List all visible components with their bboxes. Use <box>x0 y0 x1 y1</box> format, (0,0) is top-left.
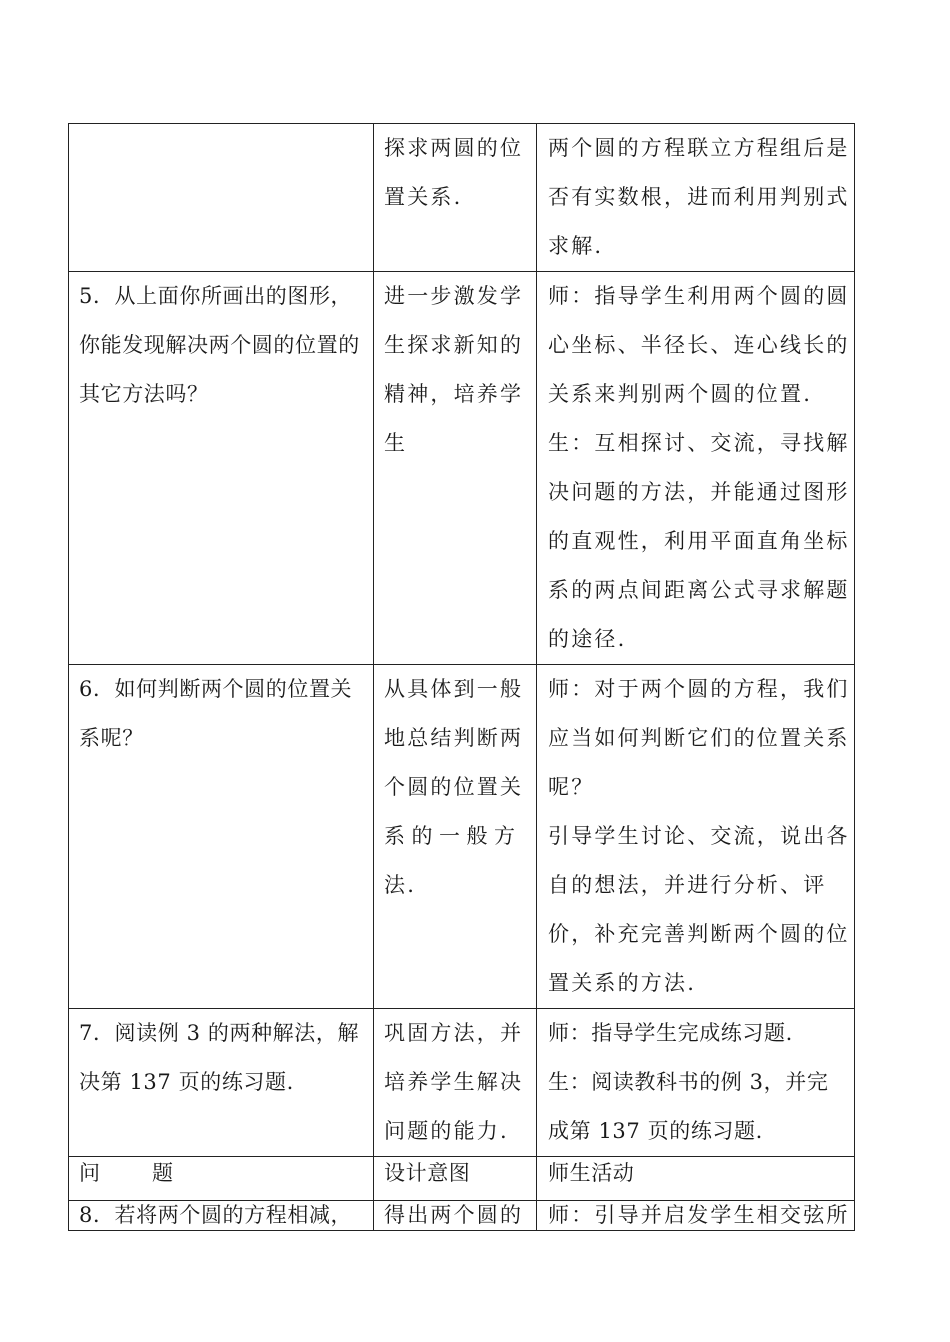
question-line: 你能发现解决两个圆的位置的 <box>79 333 360 357</box>
intent-line: 得出两个圆的 <box>384 1203 524 1227</box>
activity-line: 师：引导并启发学生相交弦所 <box>548 1203 850 1227</box>
question-line: 5．从上面你所画出的图形， <box>79 284 353 308</box>
intent-line: 巩固方法，并 <box>384 1021 524 1045</box>
question-cell <box>69 665 374 1009</box>
intent-cell <box>374 1201 537 1231</box>
intent-line: 生 <box>384 431 408 455</box>
intent-cell <box>374 272 537 665</box>
table-row <box>69 272 855 665</box>
header-intent-label: 设计意图 <box>384 1161 471 1185</box>
header-question <box>69 1157 374 1201</box>
header-activity <box>537 1157 855 1201</box>
activity-line: 置关系的方法. <box>548 971 697 995</box>
intent-line: 地总结判断两 <box>384 726 524 750</box>
activity-line: 两个圆的方程联立方程组后是 <box>548 136 850 160</box>
activity-line: 系的两点间距离公式寻求解题 <box>548 578 850 602</box>
intent-line: 培养学生解决 <box>384 1070 524 1094</box>
activity-line: 否有实数根，进而利用判别式 <box>548 185 850 209</box>
activity-line: 心坐标、半径长、连心线长的 <box>548 333 850 357</box>
question-line: 决第 137 页的练习题. <box>79 1070 294 1094</box>
question-cell <box>69 1009 374 1157</box>
intent-cell <box>374 124 537 272</box>
activity-line: 应当如何判断它们的位置关系 <box>548 726 850 750</box>
question-cell <box>69 124 374 272</box>
activity-line: 生：阅读教科书的例 3，并完 <box>548 1070 829 1094</box>
table-row <box>69 1201 855 1231</box>
question-cell <box>69 1201 374 1231</box>
question-line: 其它方法吗？ <box>79 382 209 406</box>
activity-line: 求解. <box>548 234 604 258</box>
question-cell <box>69 272 374 665</box>
header-question-a: 问 <box>79 1161 100 1185</box>
activity-cell <box>537 1009 855 1157</box>
activity-line: 关系来判别两个圆的位置. <box>548 382 813 406</box>
activity-line: 的途径. <box>548 627 627 651</box>
header-question-b: 题 <box>152 1161 173 1185</box>
intent-line: 问题的能力. <box>384 1119 509 1143</box>
activity-cell <box>537 272 855 665</box>
activity-line: 呢？ <box>548 775 595 799</box>
intent-line: 法. <box>384 873 417 897</box>
activity-line: 生：互相探讨、交流，寻找解 <box>548 431 850 455</box>
intent-line: 系的一般方 <box>384 824 522 848</box>
intent-line: 精神，培养学 <box>384 382 524 406</box>
intent-cell <box>374 1009 537 1157</box>
header-activity-label: 师生活动 <box>548 1161 635 1185</box>
intent-line: 生探求新知的 <box>384 333 524 357</box>
intent-line: 个圆的位置关 <box>384 775 524 799</box>
activity-cell <box>537 124 855 272</box>
activity-line: 引导学生讨论、交流，说出各 <box>548 824 850 848</box>
question-line: 6．如何判断两个圆的位置关 <box>79 677 353 701</box>
activity-line: 成第 137 页的练习题. <box>548 1119 763 1143</box>
activity-line: 决问题的方法，并能通过图形 <box>548 480 850 504</box>
activity-line: 师：指导学生利用两个圆的圆 <box>548 284 850 308</box>
activity-line: 师：指导学生完成练习题. <box>548 1021 793 1045</box>
question-line: 8．若将两个圆的方程相减， <box>79 1203 353 1227</box>
activity-line: 师：对于两个圆的方程，我们 <box>548 677 850 701</box>
activity-line: 自的想法，并进行分析、评 <box>548 873 827 897</box>
intent-line: 进一步激发学 <box>384 284 524 308</box>
question-line: 7．阅读例 3 的两种解法，解 <box>79 1021 360 1045</box>
question-line: 系呢？ <box>79 726 144 750</box>
activity-cell <box>537 665 855 1009</box>
table-row <box>69 665 855 1009</box>
intent-line: 置关系. <box>384 185 463 209</box>
table-row <box>69 1009 855 1157</box>
intent-cell <box>374 665 537 1009</box>
activity-line: 的直观性，利用平面直角坐标 <box>548 529 850 553</box>
lesson-plan-table <box>68 123 855 1231</box>
intent-line: 探求两圆的位 <box>384 136 524 160</box>
header-intent <box>374 1157 537 1201</box>
table-header-row <box>69 1157 855 1201</box>
activity-line: 价，补充完善判断两个圆的位 <box>548 922 850 946</box>
activity-cell <box>537 1201 855 1231</box>
table-row <box>69 124 855 272</box>
intent-line: 从具体到一般 <box>384 677 524 701</box>
